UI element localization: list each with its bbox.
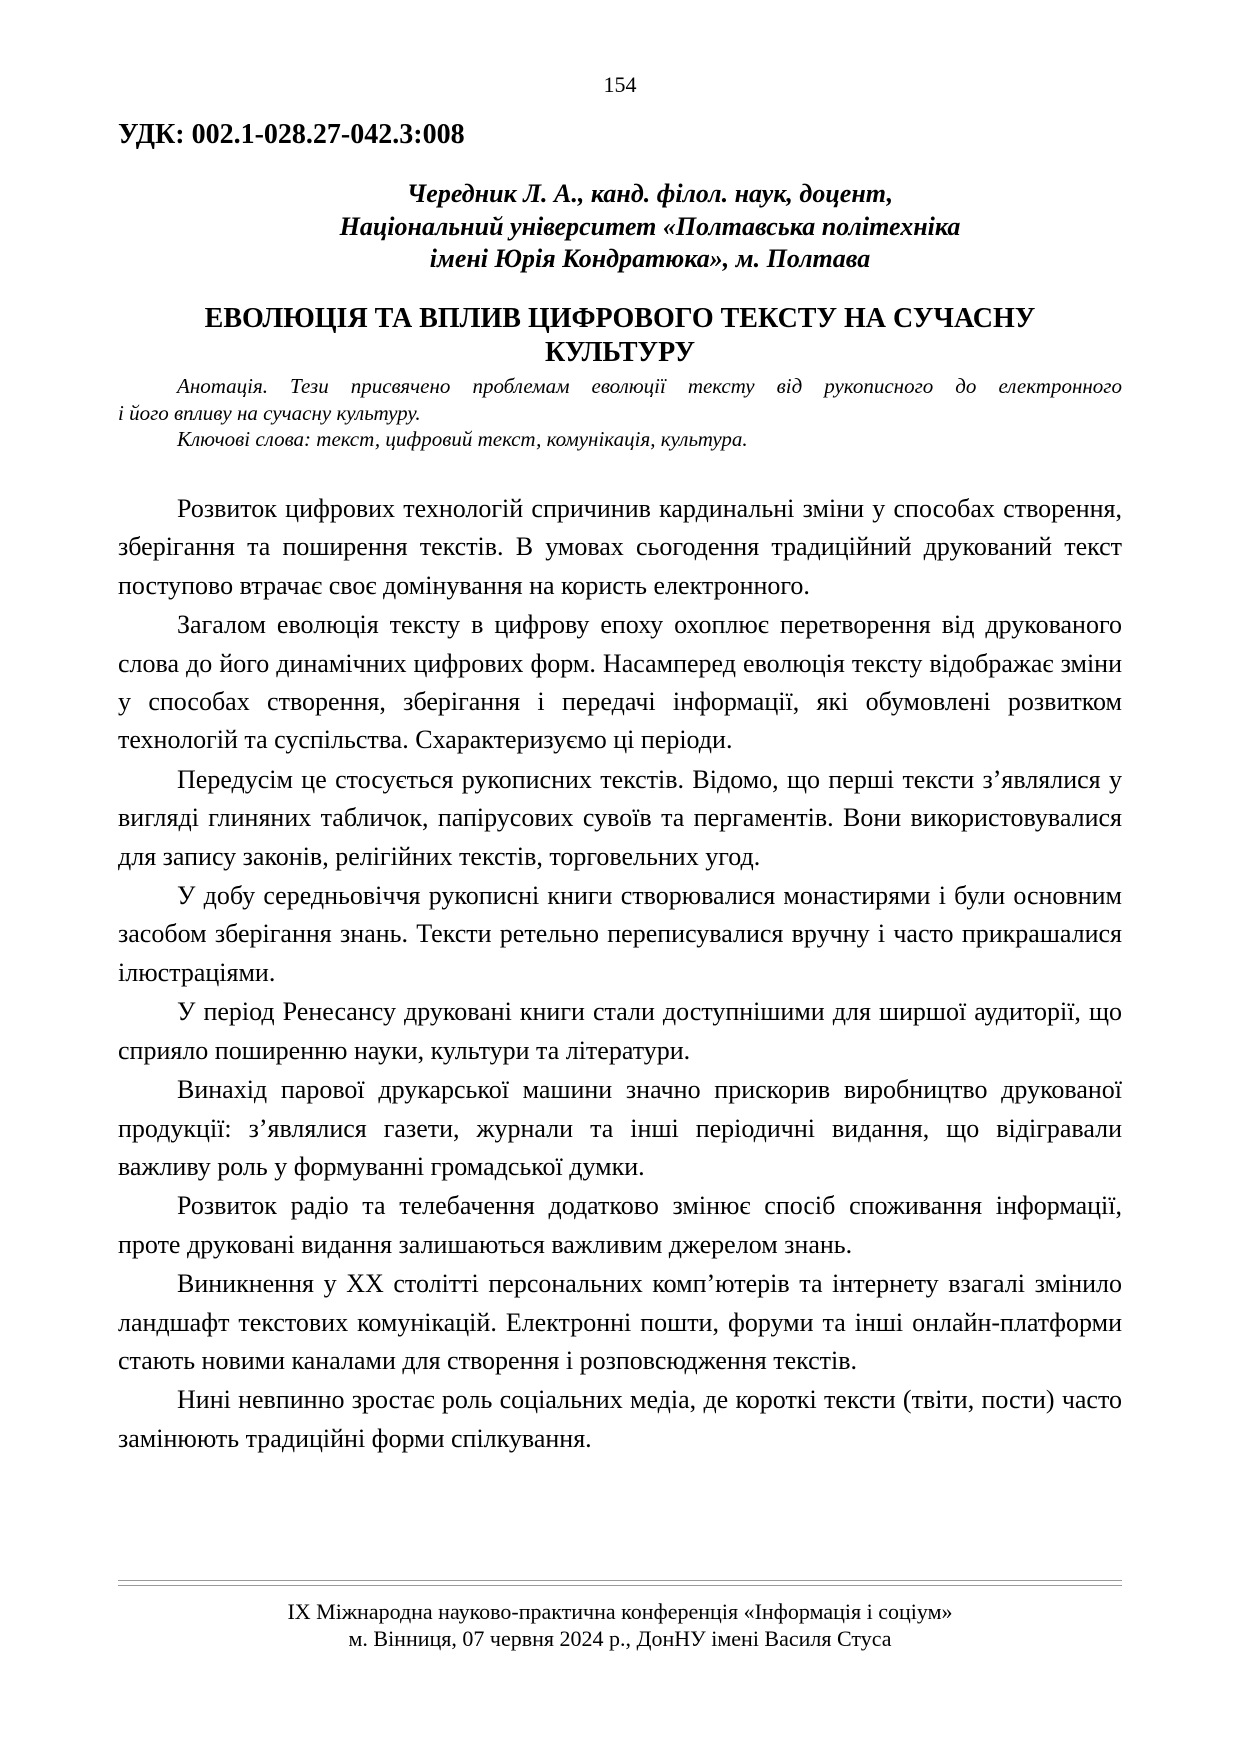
title-line: КУЛЬТУРУ bbox=[544, 337, 696, 368]
paragraph: Винахід парової друкарської машини значно прискорив виробництво друкованої продукції: з’являлися газети, журнали та інші періодичні видання, що відігравали важливу роль у формуванні громадської думки. bbox=[118, 1075, 1122, 1181]
paragraph: Розвиток цифрових технологій спричинив кардинальні зміни у способах створення, зберігання та поширення текстів. В умовах сьогодення традиційний друкований текст поступово втрачає своє домінування на користь електронного. bbox=[118, 494, 1122, 600]
abstract-line: і його впливу на сучасну культуру. bbox=[118, 400, 421, 425]
footer bbox=[0, 1598, 1240, 1652]
author-line: Національний університет «Полтавська політехніка bbox=[339, 211, 961, 241]
paragraph: Загалом еволюція тексту в цифрову епоху охоплює перетворення від друкованого слова до його динамічних цифрових форм. Насамперед еволюція тексту відображає зміни у способах створення, зберігання і передачі інформації, які обумовлені розвитком технологій та суспільства. Схарактеризуємо ці періоди. bbox=[118, 610, 1122, 755]
abstract-block bbox=[118, 373, 1122, 453]
footer-divider bbox=[118, 1580, 1122, 1586]
paragraph: У період Ренесансу друковані книги стали доступнішими для ширшої аудиторії, що сприяло поширенню науки, культури та літератури. bbox=[118, 997, 1122, 1065]
footer-location: м. Вінниця, 07 червня 2024 р., ДонНУ імені Василя Стуса bbox=[348, 1626, 892, 1651]
paragraph: Виникнення у ХХ столітті персональних комп’ютерів та інтернету взагалі змінило ландшафт текстових комунікацій. Електронні пошти, форуми та інші онлайн-платформи стають новими каналами для створення і розповсюдження текстів. bbox=[118, 1269, 1122, 1375]
author-line: Чередник Л. А., канд. філол. наук, доцент, bbox=[406, 179, 894, 208]
paragraph: Передусім це стосується рукописних текстів. Відомо, що перші тексти з’являлися у вигляді глиняних табличок, папірусових сувоїв та пергаментів. Вони використовувалися для запису законів, релігійних текстів, торговельних угод. bbox=[118, 764, 1122, 871]
paragraph: Розвиток радіо та телебачення додатково змінює спосіб споживання інформації, проте друковані видання залишаються важливим джерелом знань. bbox=[118, 1191, 1122, 1259]
article-body bbox=[118, 490, 1122, 1459]
page-number: 154 bbox=[603, 72, 637, 97]
footer-conference: IX Міжнародна науково-практична конференція «Інформація і соціум» bbox=[287, 1599, 953, 1624]
title-line: ЕВОЛЮЦІЯ ТА ВПЛИВ ЦИФРОВОГО ТЕКСТУ НА СУЧАСНУ bbox=[204, 303, 1036, 334]
author-line: імені Юрія Кондратюка», м. Полтава bbox=[429, 244, 871, 273]
author-block bbox=[150, 178, 1150, 276]
keywords: Ключові слова: текст, цифровий текст, комунікація, культура. bbox=[177, 427, 748, 451]
paragraph: У добу середньовіччя рукописні книги створювалися монастирями і були основним засобом зберігання знань. Тексти ретельно переписувалися вручну і часто прикрашалися ілюстраціями. bbox=[118, 881, 1122, 987]
udk-code: УДК: 002.1-028.27-042.3:008 bbox=[118, 119, 465, 150]
paragraph: Нині невпинно зростає роль соціальних медіа, де короткі тексти (твіти, пости) часто замінюють традиційні форми спілкування. bbox=[118, 1385, 1122, 1453]
article-title bbox=[118, 302, 1122, 370]
abstract-line: Анотація. Тези присвячено проблемам еволюції тексту від рукописного до електронного bbox=[177, 374, 1122, 398]
